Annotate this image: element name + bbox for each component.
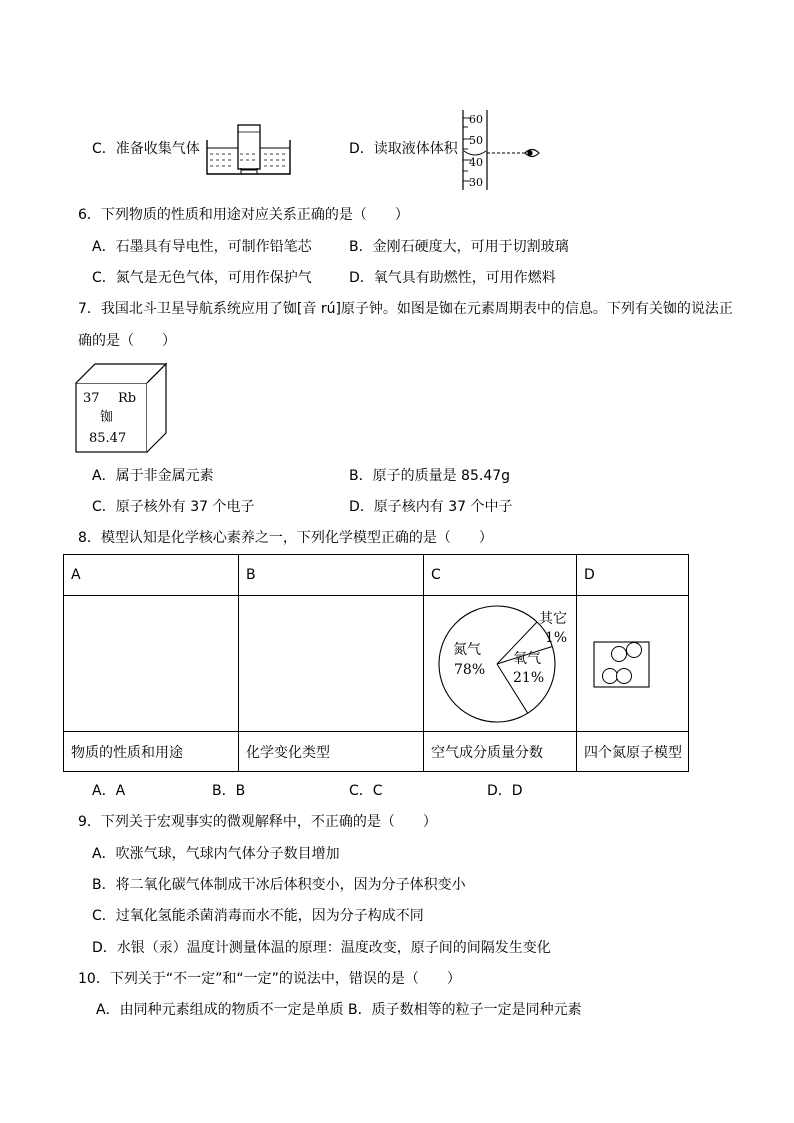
element-name: 铷 — [100, 410, 114, 425]
atom-circle — [617, 669, 632, 684]
q10-options-line[interactable]: A．由同种元素组成的物质不一定是单质 B．质子数相等的粒子一定是同种元素 — [96, 1002, 582, 1018]
q9-option-d[interactable]: D．水银（汞）温度计测量体温的原理：温度改变，原子间的间隔发生变化 — [92, 940, 551, 956]
table-footer-c: 空气成分质量分数 — [424, 732, 577, 772]
q8-option-a[interactable]: A．A — [92, 783, 126, 799]
table-cell-b-empty — [239, 596, 424, 732]
q5-option-c[interactable]: C．准备收集气体 — [92, 141, 200, 157]
q6-option-b[interactable]: B．金刚石硬度大，可用于切割玻璃 — [349, 239, 569, 255]
table-footer-a: 物质的性质和用途 — [64, 732, 239, 772]
q5-option-d[interactable]: D．读取液体体积 — [349, 141, 458, 157]
q10-stem: 10．下列关于“不一定”和“一定”的说法中，错误的是（ ） — [78, 971, 461, 987]
table-header-b: B — [239, 555, 424, 596]
air-composition-pie-chart — [424, 597, 574, 730]
q8-option-b[interactable]: B．B — [212, 783, 246, 799]
table-cell-c-pie — [424, 596, 577, 732]
q8-option-d[interactable]: D．D — [487, 783, 523, 799]
pie-label-other: 其它 — [539, 611, 567, 627]
tick-label: 40 — [469, 156, 483, 169]
q8-model-table — [63, 554, 689, 772]
eye-icon — [525, 150, 539, 157]
q7-option-b[interactable]: B．原子的质量是 85.47g — [349, 468, 511, 484]
table-header-c: C — [424, 555, 577, 596]
q7-option-a[interactable]: A．属于非金属元素 — [92, 468, 214, 484]
atom-circle — [627, 643, 642, 658]
q7-option-c[interactable]: C．原子核外有 37 个电子 — [92, 499, 255, 515]
q7-option-d[interactable]: D．原子核内有 37 个中子 — [349, 499, 513, 515]
table-footer-d: 四个氮原子模型 — [577, 732, 689, 772]
pie-value-oxygen: 21% — [513, 670, 545, 686]
element-symbol: Rb — [118, 391, 137, 406]
q8-stem: 8．模型认知是化学核心素养之一，下列化学模型正确的是（ ） — [78, 530, 493, 546]
atomic-number: 37 — [83, 391, 100, 406]
four-nitrogen-atoms-model — [577, 597, 687, 730]
q7-stem-line1: 7．我国北斗卫星导航系统应用了铷[音 rú]原子钟。如图是铷在元素周期表中的信息。下列有关铷的说法正 — [78, 301, 733, 317]
atom-circle — [612, 647, 627, 662]
q8-option-c[interactable]: C．C — [349, 783, 383, 799]
table-cell-a-empty — [64, 596, 239, 732]
q6-option-a[interactable]: A．石墨具有导电性，可制作铅笔芯 — [92, 239, 312, 255]
pie-label-nitrogen: 氮气 — [453, 642, 481, 658]
q9-option-a[interactable]: A．吹涨气球，气球内气体分子数目增加 — [92, 846, 340, 862]
q6-option-c[interactable]: C．氮气是无色气体，可用作保护气 — [92, 270, 312, 286]
tick-label: 30 — [469, 176, 483, 189]
graduated-cylinder-reading-diagram — [459, 108, 549, 192]
table-header-a: A — [64, 555, 239, 596]
tick-label: 50 — [469, 134, 483, 147]
pie-label-oxygen: 氧气 — [513, 651, 541, 667]
q9-option-b[interactable]: B．将二氧化碳气体制成干冰后体积变小，因为分子体积变小 — [92, 877, 466, 893]
table-header-d: D — [577, 555, 689, 596]
q7-stem-line2: 确的是（ ） — [78, 333, 176, 349]
q9-stem: 9．下列关于宏观事实的微观解释中，不正确的是（ ） — [78, 814, 437, 830]
pie-value-other: 1% — [545, 630, 568, 646]
periodic-element-card-rubidium — [74, 362, 170, 454]
q6-option-d[interactable]: D．氧气具有助燃性，可用作燃料 — [349, 270, 556, 286]
tick-label: 60 — [469, 113, 483, 126]
atomic-mass: 85.47 — [89, 431, 127, 446]
q6-stem: 6．下列物质的性质和用途对应关系正确的是（ ） — [78, 207, 409, 223]
water-trough-gas-collection-diagram — [204, 124, 292, 176]
q9-option-c[interactable]: C．过氧化氢能杀菌消毒而水不能，因为分子构成不同 — [92, 908, 424, 924]
table-footer-b: 化学变化类型 — [239, 732, 424, 772]
pie-value-nitrogen: 78% — [454, 662, 486, 678]
table-cell-d-atoms — [577, 596, 689, 732]
atom-circle — [603, 669, 618, 684]
